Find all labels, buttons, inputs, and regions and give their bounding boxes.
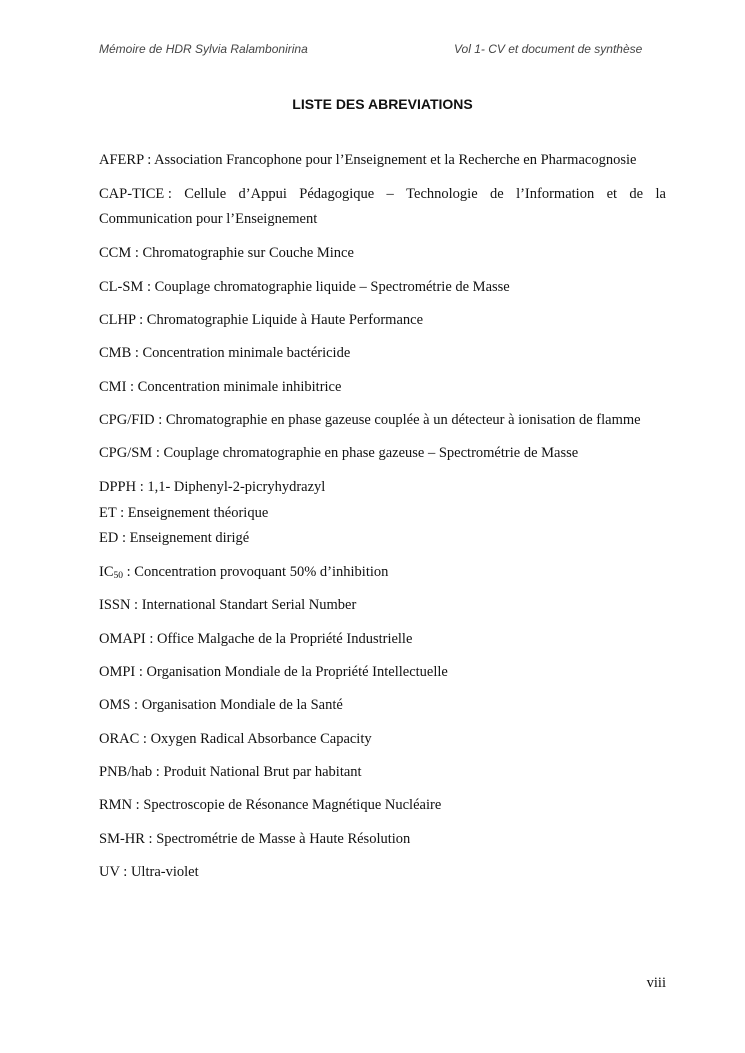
list-item-ic50 xyxy=(99,560,666,585)
list-item-orac: ORAC : Oxygen Radical Absorbance Capacity xyxy=(99,731,372,747)
list-item-omapi: OMAPI : Office Malgache de la Propriété Industrielle xyxy=(99,631,413,647)
word: de xyxy=(490,186,504,202)
list-item-ccm: CCM : Chromatographie sur Couche Mince xyxy=(99,245,354,261)
word: Cellule xyxy=(184,186,227,202)
word: CAP-TICE : xyxy=(99,186,172,202)
list-item-issn: ISSN : International Standart Serial Number xyxy=(99,597,357,613)
list-item-cap-tice xyxy=(99,182,666,232)
list-item-pnb-hab: PNB/hab : Produit National Brut par habitant xyxy=(99,764,362,780)
list-item-cpg-fid: CPG/FID : Chromatographie en phase gazeuse couplée à un détecteur à ionisation de flamme xyxy=(99,412,641,428)
running-header xyxy=(99,42,666,58)
word: la xyxy=(655,186,666,202)
list-item-dpph: DPPH : 1,1- Diphenyl-2-picryhydrazyl xyxy=(99,479,326,495)
word: et xyxy=(606,186,618,202)
ic50-definition: : Concentration provoquant 50% d’inhibition xyxy=(123,564,389,580)
list-item-oms: OMS : Organisation Mondiale de la Santé xyxy=(99,697,343,713)
list-item-sm-hr: SM-HR : Spectrométrie de Masse à Haute Résolution xyxy=(99,831,411,847)
list-item-rmn: RMN : Spectroscopie de Résonance Magnétique Nucléaire xyxy=(99,797,442,813)
ic50-prefix: IC xyxy=(99,564,114,580)
word: de xyxy=(629,186,644,202)
cap-tice-line1 xyxy=(99,182,666,207)
word: Pédagogique xyxy=(299,186,375,202)
page-number: viii xyxy=(646,975,666,991)
list-item-cmi: CMI : Concentration minimale inhibitrice xyxy=(99,379,342,395)
list-item-clhp: CLHP : Chromatographie Liquide à Haute Performance xyxy=(99,312,424,328)
list-item-et: ET : Enseignement théorique xyxy=(99,505,269,521)
list-item-cl-sm: CL-SM : Couplage chromatographie liquide – Spectrométrie de Masse xyxy=(99,279,510,295)
ic50-subscript: 50 xyxy=(113,571,123,581)
header-volume: Vol 1- CV et document de synthèse xyxy=(454,42,643,56)
list-item-cmb: CMB : Concentration minimale bactéricide xyxy=(99,345,351,361)
header-author: Mémoire de HDR Sylvia Ralambonirina xyxy=(99,42,308,56)
cap-tice-line2: Communication pour l’Enseignement xyxy=(99,211,318,227)
page-title: LISTE DES ABREVIATIONS xyxy=(292,96,473,112)
list-item-uv: UV : Ultra-violet xyxy=(99,864,199,880)
word: – xyxy=(386,186,394,202)
word: Technologie xyxy=(406,186,478,202)
list-item-aferp: AFERP : Association Francophone pour l’Enseignement et la Recherche en Pharmacognosie xyxy=(99,152,637,168)
word: d’Appui xyxy=(238,186,287,202)
list-item-ed: ED : Enseignement dirigé xyxy=(99,530,250,546)
list-item-cpg-sm: CPG/SM : Couplage chromatographie en phase gazeuse – Spectrométrie de Masse xyxy=(99,445,579,461)
word: l’Information xyxy=(516,186,595,202)
list-item-ompi: OMPI : Organisation Mondiale de la Propriété Intellectuelle xyxy=(99,664,448,680)
